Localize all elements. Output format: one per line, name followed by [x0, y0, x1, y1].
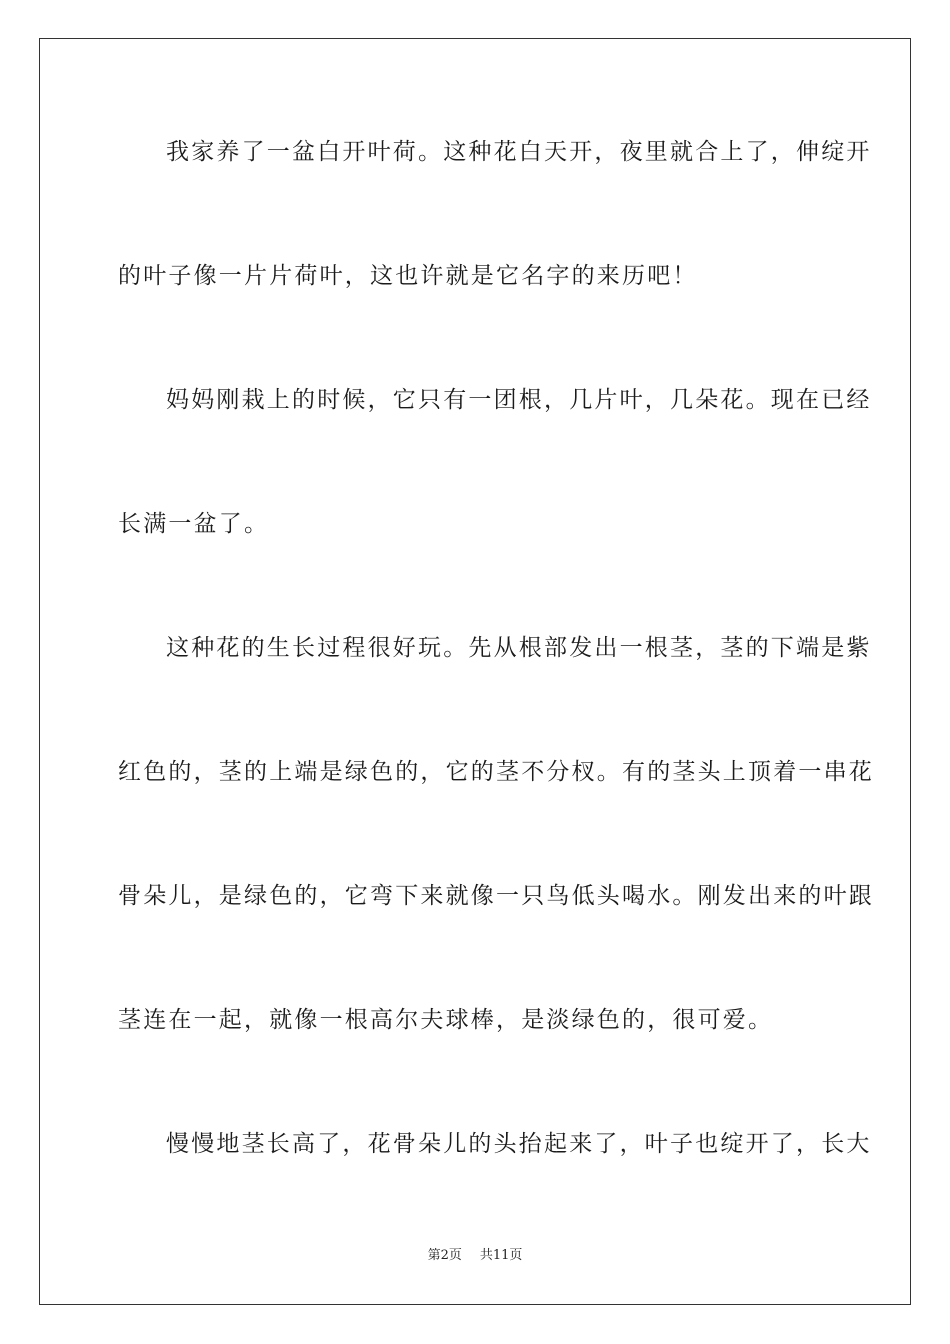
page-number: 第2页 — [427, 1248, 462, 1263]
paragraph-4-line-1: 慢慢地茎长高了，花骨朵儿的头抬起来了，叶子也绽开了，长大 — [166, 1131, 872, 1157]
page-border — [39, 38, 911, 1305]
paragraph-3-line-2: 红色的，茎的上端是绿色的，它的茎不分杈。有的茎头上顶着一串花 — [118, 759, 874, 785]
paragraph-2-line-1: 妈妈刚栽上的时候，它只有一团根，几片叶，几朵花。现在已经 — [166, 387, 872, 413]
paragraph-3-line-1: 这种花的生长过程很好玩。先从根部发出一根茎，茎的下端是紫 — [166, 635, 872, 661]
page-total: 共11页 — [479, 1248, 523, 1263]
page-footer — [0, 1247, 950, 1265]
paragraph-1-line-1: 我家养了一盆白开叶荷。这种花白天开，夜里就合上了，伸绽开 — [166, 139, 872, 165]
paragraph-3-line-4: 茎连在一起，就像一根高尔夫球棒，是淡绿色的，很可爱。 — [118, 1007, 774, 1033]
paragraph-2-line-2: 长满一盆了。 — [118, 511, 270, 537]
paragraph-3-line-3: 骨朵儿，是绿色的，它弯下来就像一只鸟低头喝水。刚发出来的叶跟 — [118, 883, 874, 909]
paragraph-1-line-2: 的叶子像一片片荷叶，这也许就是它名字的来历吧！ — [118, 263, 698, 289]
